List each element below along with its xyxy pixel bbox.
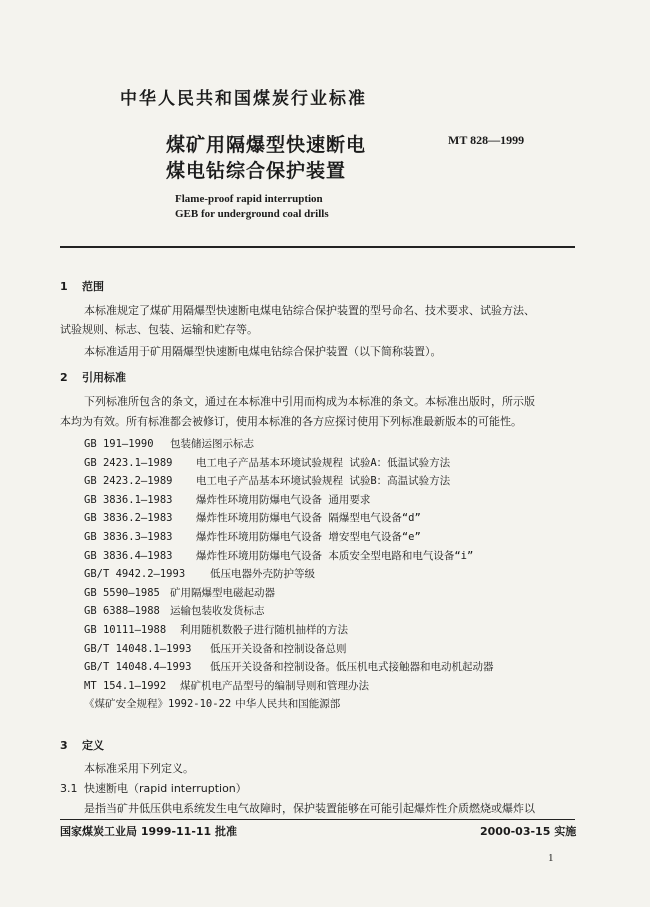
- reference-item: [84, 585, 275, 600]
- reference-code: GB/T 4942.2—1993: [84, 568, 186, 581]
- reference-code: GB 5590—1985: [84, 586, 160, 599]
- reference-code: GB 3836.1—1983: [84, 493, 173, 506]
- section-number: 1: [60, 280, 68, 293]
- reference-title: 爆炸性环境用防爆电气设备 增安型电气设备“e”: [196, 531, 421, 543]
- reference-title: 矿用隔爆型电磁起动器: [170, 586, 275, 599]
- section-2-p1-line1: 下列标准所包含的条文，通过在本标准中引用而构成为本标准的条文。本标准出版时，所示版: [84, 395, 535, 408]
- doc-title-line1: 煤矿用隔爆型快速断电: [166, 134, 367, 156]
- reference-item: [84, 473, 450, 488]
- header-title: 中华人民共和国煤炭行业标准: [120, 89, 367, 109]
- section-number: 2: [60, 371, 68, 384]
- section-1-heading: [60, 278, 104, 294]
- reference-code: GB 2423.2—1989: [84, 475, 173, 488]
- reference-code: GB/T 14048.1—1993: [84, 642, 192, 655]
- reference-code: MT 154.1—1992: [84, 679, 167, 692]
- reference-code: GB 3836.2—1983: [84, 512, 173, 525]
- subsection-number: 3.1: [60, 782, 78, 795]
- top-divider: [60, 246, 575, 248]
- section-2-p1-line2: 本均为有效。所有标准都会被修订，使用本标准的各方应探讨使用下列标准最新版本的可能性。: [60, 415, 522, 428]
- reference-item: [84, 529, 421, 544]
- reference-title: 煤矿机电产品型号的编制导则和管理办法: [180, 679, 369, 692]
- section-number: 3: [60, 739, 68, 752]
- reference-title: 中华人民共和国能源部: [235, 698, 341, 711]
- subsection-title: 快速断电（rapid interruption）: [84, 782, 247, 795]
- reference-title: 爆炸性环境用防爆电气设备 隔爆型电气设备“d”: [196, 512, 421, 525]
- reference-title: 电工电子产品基本环境试验规程 试验B：高温试验方法: [196, 475, 451, 488]
- reference-title: 包装储运图示标志: [170, 438, 254, 450]
- subsection-3-1-heading: [60, 780, 247, 796]
- reference-title: 低压开关设备和控制设备。低压机电式接触器和电动机起动器: [210, 661, 494, 674]
- reference-code: GB 2423.1—1989: [84, 456, 173, 469]
- standard-number: MT 828—1999: [448, 133, 525, 147]
- reference-item: [84, 492, 370, 507]
- section-3-heading: [60, 737, 104, 753]
- reference-item: [84, 566, 315, 581]
- section-3-p1: 本标准采用下列定义。: [84, 762, 194, 775]
- reference-code: 《煤矿安全规程》1992-10-22: [84, 698, 232, 711]
- reference-item: [84, 678, 369, 693]
- reference-item: [84, 603, 265, 618]
- reference-title: 爆炸性环境用防爆电气设备 本质安全型电路和电气设备“i”: [196, 549, 474, 562]
- section-1-p1-line2: 试验规则、标志、包装、运输和贮存等。: [60, 323, 258, 336]
- section-title: 定义: [82, 739, 104, 752]
- reference-code: GB 6388—1988: [84, 605, 160, 618]
- section-1-p1-line1: 本标准规定了煤矿用隔爆型快速断电煤电钻综合保护装置的型号命名、技术要求、试验方法、: [84, 304, 535, 317]
- reference-item: [84, 548, 473, 563]
- reference-item: [84, 659, 494, 674]
- reference-code: GB 10111—1988: [84, 624, 167, 636]
- reference-item: [84, 455, 450, 470]
- doc-title-line2: 煤电钻综合保护装置: [166, 160, 347, 182]
- section-title: 引用标准: [82, 371, 126, 384]
- subsection-3-1-text: 是指当矿井低压供电系统发生电气故障时，保护装置能够在可能引起爆炸性介质燃烧或爆炸以: [84, 802, 535, 815]
- reference-title: 低压开关设备和控制设备总则: [210, 642, 347, 655]
- reference-title: 运输包装收发货标志: [170, 605, 265, 618]
- reference-title: 爆炸性环境用防爆电气设备 通用要求: [196, 493, 371, 506]
- reference-code: GB 191—1990: [84, 438, 154, 450]
- section-title: 范围: [82, 280, 104, 293]
- reference-title: 利用随机数骰子进行随机抽样的方法: [180, 624, 348, 636]
- reference-code: GB 3836.4—1983: [84, 549, 173, 562]
- section-2-heading: [60, 369, 126, 385]
- reference-code: GB 3836.3—1983: [84, 531, 173, 543]
- issuer-approval: 国家煤炭工业局 1999-11-11 批准: [60, 825, 238, 838]
- bottom-divider: [60, 819, 575, 820]
- reference-item: [84, 622, 348, 637]
- reference-item: [84, 510, 421, 525]
- reference-title: 低压电器外壳防护等级: [210, 568, 315, 581]
- reference-item: [84, 641, 347, 656]
- english-title-line2: GEB for underground coal drills: [175, 208, 329, 220]
- reference-code: GB/T 14048.4—1993: [84, 661, 192, 674]
- page-number: 1: [548, 852, 554, 864]
- reference-item: [84, 696, 340, 711]
- reference-title: 电工电子产品基本环境试验规程 试验A：低温试验方法: [196, 456, 451, 469]
- implementation-date: 2000-03-15 实施: [480, 825, 577, 838]
- section-1-p2: 本标准适用于矿用隔爆型快速断电煤电钻综合保护装置（以下简称装置）。: [84, 345, 442, 358]
- english-title-line1: Flame-proof rapid interruption: [175, 193, 323, 205]
- reference-item: [84, 436, 254, 451]
